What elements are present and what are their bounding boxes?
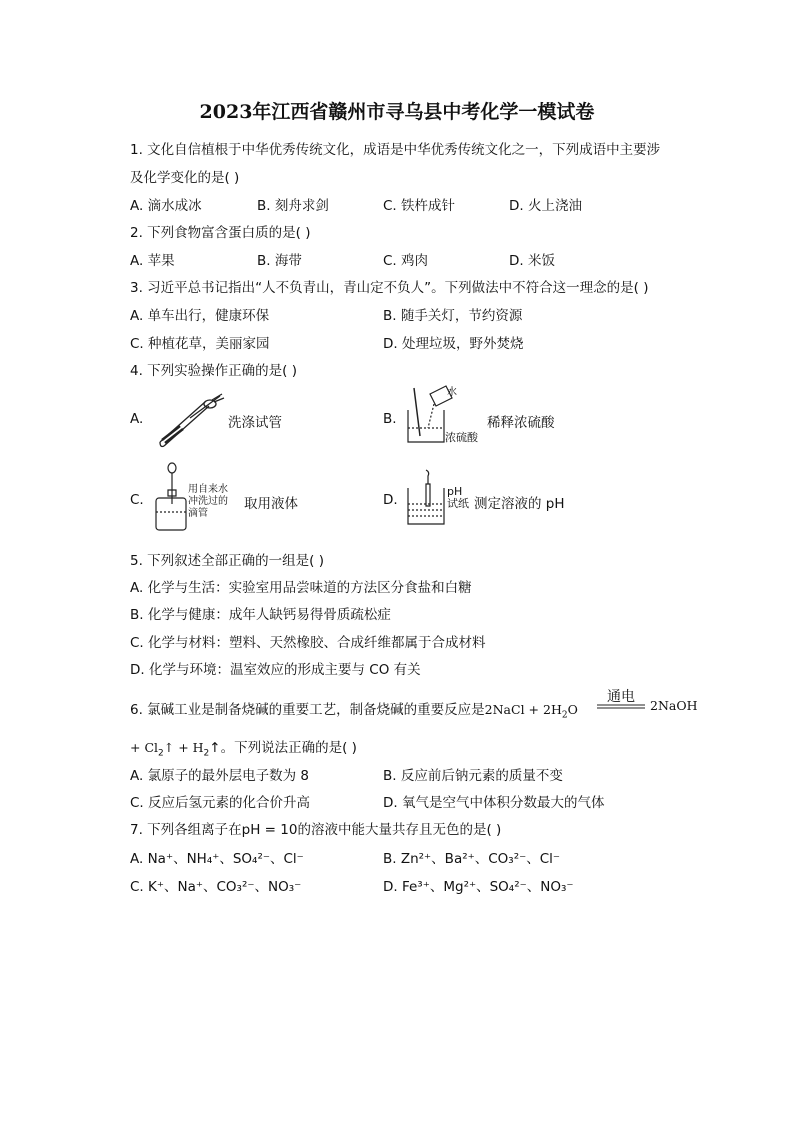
q2-option-a: A. 苹果 xyxy=(130,253,175,269)
q4-option-b-letter: B. xyxy=(383,411,397,427)
q4-option-c-letter: C. xyxy=(130,492,144,508)
q6-stem-end: ↑。下列说法正确的是( ) xyxy=(209,740,357,756)
q7-option-c: C. K⁺、Na⁺、CO₃²⁻、NO₃⁻ xyxy=(130,879,302,895)
q1-option-d: D. 火上浇油 xyxy=(509,198,582,214)
q6-reactants xyxy=(484,702,578,721)
q3-option-d: D. 处理垃圾，野外焚烧 xyxy=(383,336,524,352)
q3-option-a: A. 单车出行，健康环保 xyxy=(130,308,270,324)
q6-option-c: C. 反应后氢元素的化合价升高 xyxy=(130,795,311,811)
q1-stem-line1: 1. 文化自信植根于中华优秀传统文化，成语是中华优秀传统文化之一，下列成语中主要涉 xyxy=(130,142,661,158)
q2-stem: 2. 下列食物富含蛋白质的是( ) xyxy=(130,225,311,241)
q3-option-b: B. 随手关灯，节约资源 xyxy=(383,308,523,324)
q5-stem: 5. 下列叙述全部正确的一组是( ) xyxy=(130,553,324,569)
q4-fig-c-note-line1: 用自来水 xyxy=(188,484,228,495)
q1-stem-line2: 及化学变化的是( ) xyxy=(130,170,240,186)
q4-fig-d-note-line2: 试纸 xyxy=(447,497,469,510)
q6-reaction-condition: 通电 xyxy=(607,689,635,705)
q6-option-b: B. 反应前后钠元素的质量不变 xyxy=(383,768,563,784)
q6-option-a: A. 氯原子的最外层电子数为 8 xyxy=(130,768,309,784)
q4-stem: 4. 下列实验操作正确的是( ) xyxy=(130,363,297,379)
q4-fig-c-note-line2: 冲洗过的 xyxy=(188,496,228,507)
q6-h2o-o: O xyxy=(567,702,578,717)
q4-fig-b-water-label: 水 xyxy=(447,387,457,398)
q6-h-text: ↑ + H xyxy=(163,740,204,755)
q6-stem-line2 xyxy=(130,736,357,759)
q1-option-a: A. 滴水成冰 xyxy=(130,198,202,214)
q4-fig-b-acid-label: 浓硫酸 xyxy=(445,431,478,444)
q4-option-a-letter: A. xyxy=(130,411,144,427)
q6-product-naoh: 2NaOH xyxy=(650,698,698,713)
test-tube-brush-figure xyxy=(150,390,230,450)
q3-option-c: C. 种植花草，美丽家园 xyxy=(130,336,270,352)
q2-option-c: C. 鸡肉 xyxy=(383,253,429,269)
q7-stem: 7. 下列各组离子在pH = 10的溶液中能大量共存且无色的是( ) xyxy=(130,822,502,838)
page-title: 2023年江西省赣州市寻乌县中考化学一模试卷 xyxy=(199,101,595,123)
q5-option-d: D. 化学与环境：温室效应的形成主要与 CO 有关 xyxy=(130,662,421,678)
q6-h2o-sub: 2 xyxy=(561,710,568,721)
dropper-bottle-figure xyxy=(150,460,190,532)
q6-cl-text: + Cl xyxy=(130,740,159,755)
q7-option-a: A. Na⁺、NH₄⁺、SO₄²⁻、Cl⁻ xyxy=(130,851,304,867)
q4-option-d-label: 测定溶液的 pH xyxy=(474,496,565,512)
q4-option-c-label: 取用液体 xyxy=(244,496,298,512)
q3-stem: 3. 习近平总书记指出“人不负青山，青山定不负人”。下列做法中不符合这一理念的是( ) xyxy=(130,280,649,296)
q1-option-b: B. 刻舟求剑 xyxy=(257,198,329,214)
q4-option-d-letter: D. xyxy=(383,492,398,508)
q4-fig-c-note xyxy=(188,484,228,520)
q2-option-d: D. 米饭 xyxy=(509,253,555,269)
q4-option-b-label: 稀释浓硫酸 xyxy=(487,415,555,431)
q6-option-d: D. 氧气是空气中体积分数最大的气体 xyxy=(383,795,605,811)
q6-stem-line1 xyxy=(130,698,578,721)
q7-option-d: D. Fe³⁺、Mg²⁺、SO₄²⁻、NO₃⁻ xyxy=(383,879,574,895)
q6-stem-text: 6. 氯碱工业是制备烧碱的重要工艺，制备烧碱的重要反应是 xyxy=(130,702,485,718)
q6-reactants-text: 2NaCl + 2H xyxy=(484,702,562,717)
q5-option-c: C. 化学与材料：塑料、天然橡胶、合成纤维都属于合成材料 xyxy=(130,635,486,651)
q5-option-a: A. 化学与生活：实验室用品尝味道的方法区分食盐和白糖 xyxy=(130,580,472,596)
q4-fig-d-note xyxy=(447,486,469,510)
q5-option-b: B. 化学与健康：成年人缺钙易得骨质疏松症 xyxy=(130,607,391,623)
equals-arrow-icon xyxy=(597,704,645,710)
q4-fig-d-note-line1: pH xyxy=(447,485,463,498)
q4-option-a-label: 洗涤试管 xyxy=(228,415,282,431)
q2-option-b: B. 海带 xyxy=(257,253,302,269)
q4-fig-c-note-line3: 滴管 xyxy=(188,508,208,519)
q6-h-sub: 2 xyxy=(203,748,210,759)
q7-option-b: B. Zn²⁺、Ba²⁺、CO₃²⁻、Cl⁻ xyxy=(383,851,561,867)
q1-option-c: C. 铁杵成针 xyxy=(383,198,456,214)
ph-paper-beaker-figure xyxy=(404,466,448,528)
q6-cl-sub: 2 xyxy=(158,748,164,759)
